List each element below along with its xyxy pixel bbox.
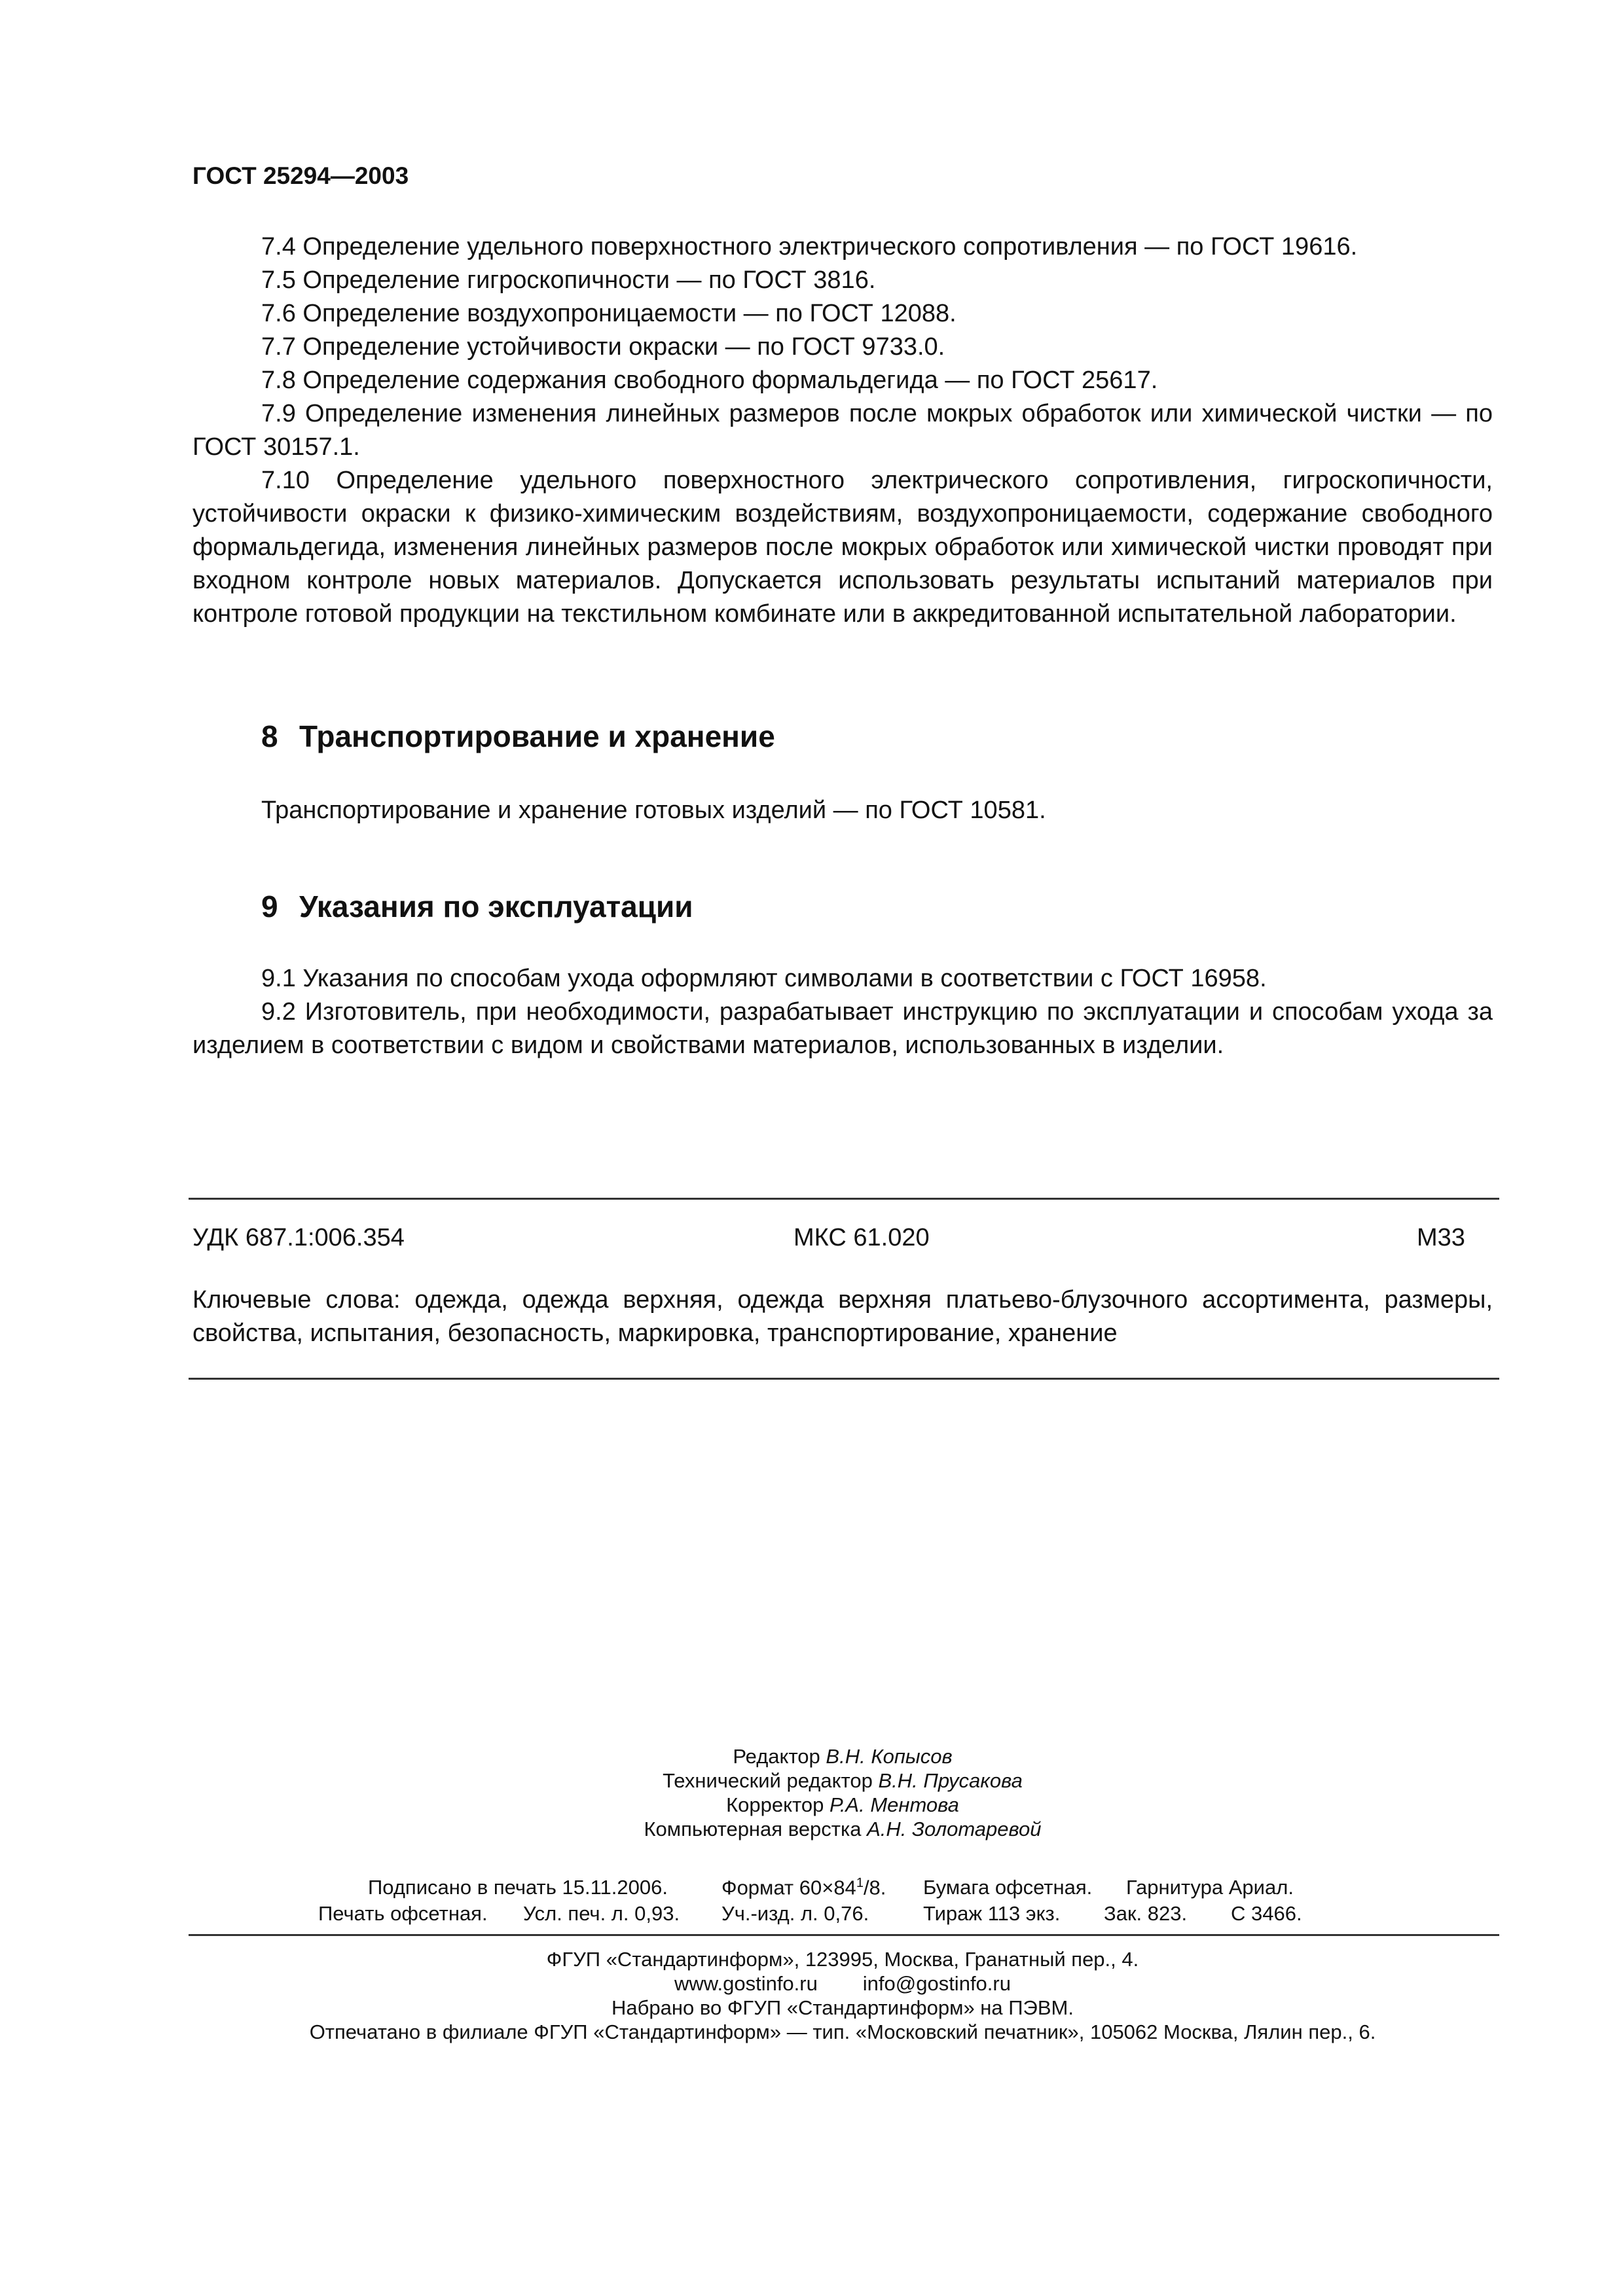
clause-7-6: 7.6 Определение воздухопроницаемости — по ГОСТ 12088. — [261, 300, 957, 327]
staff-name: А.Н. Золотаревой — [867, 1818, 1042, 1840]
print-type: Печать офсетная. — [318, 1902, 488, 1925]
c-code: С 3466. — [1231, 1902, 1302, 1925]
clause-9-2: 9.2 Изготовитель, при необходимости, разрабатывает инструкцию по эксплуатации и способам ухода за изделием в соответствии с видом и свойствами материалов, использованных в изделии. — [192, 998, 1493, 1059]
clause-7-10: 7.10 Определение удельного поверхностного электрического сопротивления, гигроскопичности, устойчивости окраски к физико-химическим воздействиям, воздухопроницаемости, содержание свободного формальдегида, изменения линейных размеров после мокрых обработок или химической чистки проводят при входном контроле новых материалов. Допускается использовать результаты испытаний материалов при контроле готовой продукции на текстильном комбинате или в аккредитованной испытательной лаборатории. — [192, 467, 1493, 628]
staff-layout — [192, 1817, 1493, 1841]
clause-7-8: 7.8 Определение содержания свободного формальдегида — по ГОСТ 25617. — [261, 367, 1158, 394]
publisher-website: www.gostinfo.ru — [674, 1972, 818, 1995]
staff-role: Технический редактор — [663, 1769, 873, 1792]
section-9-number: 9 — [261, 889, 278, 924]
clause-7-4: 7.4 Определение удельного поверхностного электрического сопротивления — по ГОСТ 19616. — [261, 233, 1358, 260]
staff-editor — [192, 1744, 1493, 1768]
paper-type: Бумага офсетная. — [923, 1876, 1093, 1899]
typeface: Гарнитура Ариал. — [1126, 1876, 1294, 1899]
mks-code: МКС 61.020 — [793, 1224, 930, 1251]
clause-9-1: 9.1 Указания по способам ухода оформляют символами в соответствии с ГОСТ 16958. — [261, 965, 1267, 992]
staff-name: В.Н. Прусакова — [878, 1769, 1023, 1792]
bottom-divider — [189, 1378, 1499, 1380]
section-9-heading — [261, 889, 693, 924]
section-8-title: Транспортирование и хранение — [299, 719, 775, 753]
clause-7-5: 7.5 Определение гигроскопичности — по ГОСТ 3816. — [261, 266, 876, 294]
staff-name: В.Н. Копысов — [826, 1745, 953, 1768]
pub-sheets: Уч.-изд. л. 0,76. — [721, 1902, 869, 1925]
clause-7-9: 7.9 Определение изменения линейных размеров после мокрых обработок или химической чистки — по ГОСТ 30157.1. — [192, 400, 1493, 461]
print-info-row-1 — [0, 1876, 1623, 1902]
staff-role: Компьютерная верстка — [644, 1818, 862, 1840]
section-8-number: 8 — [261, 719, 278, 753]
okp-code: М33 — [1417, 1224, 1465, 1251]
top-divider — [189, 1198, 1499, 1200]
conv-sheets: Усл. печ. л. 0,93. — [523, 1902, 680, 1925]
format — [721, 1876, 886, 1899]
publisher-block — [192, 1947, 1493, 2044]
staff-role: Корректор — [726, 1793, 824, 1816]
printed-info: Отпечатано в филиале ФГУП «Стандартинформ» — тип. «Московский печатник», 105062 Москва, Лялин пер., 6. — [309, 2020, 1376, 2043]
document-code: ГОСТ 25294—2003 — [192, 162, 409, 189]
print-run: Тираж 113 экз. — [923, 1902, 1061, 1925]
staff-credits — [192, 1744, 1493, 1841]
staff-tech-editor — [192, 1768, 1493, 1793]
format-prefix: Формат 60×84 — [721, 1876, 856, 1899]
clause-7-7: 7.7 Определение устойчивости окраски — по ГОСТ 9733.0. — [261, 333, 945, 361]
signed-date: Подписано в печать 15.11.2006. — [368, 1876, 668, 1899]
keywords: Ключевые слова: одежда, одежда верхняя, одежда верхняя платьево-блузочного ассортимента, размеры, свойства, испытания, безопасность, маркировка, транспортирование, хранение — [192, 1286, 1493, 1347]
publisher-contacts — [192, 1971, 1493, 1996]
imprint-divider — [189, 1934, 1499, 1936]
staff-name: Р.А. Ментова — [829, 1793, 959, 1816]
section-8-text: Транспортирование и хранение готовых изделий — по ГОСТ 10581. — [261, 797, 1046, 824]
staff-proofreader — [192, 1793, 1493, 1817]
publisher-address: ФГУП «Стандартинформ», 123995, Москва, Гранатный пер., 4. — [546, 1948, 1139, 1971]
order-number: Зак. 823. — [1104, 1902, 1188, 1925]
section-9-title: Указания по эксплуатации — [299, 889, 693, 924]
format-suffix: /8. — [863, 1876, 886, 1899]
staff-role: Редактор — [733, 1745, 820, 1768]
format-sup: 1 — [856, 1876, 864, 1890]
section-8-heading — [261, 719, 775, 754]
publisher-email: info@gostinfo.ru — [862, 1972, 1011, 1995]
typeset-info: Набрано во ФГУП «Стандартинформ» на ПЭВМ. — [611, 1996, 1074, 2019]
udk-code: УДК 687.1:006.354 — [192, 1224, 405, 1251]
print-info-row-2 — [0, 1902, 1623, 1928]
